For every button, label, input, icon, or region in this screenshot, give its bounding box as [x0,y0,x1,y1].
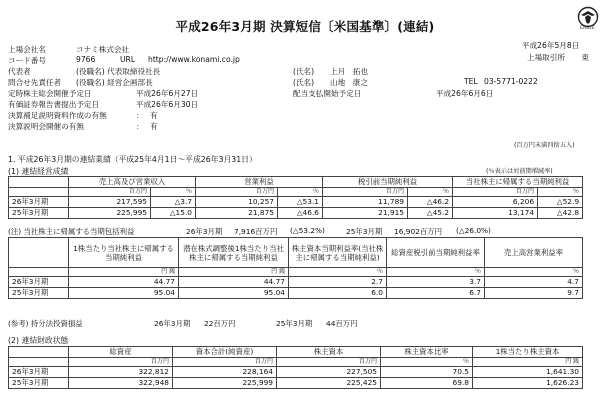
table3-unit: 百万円 [69,358,173,367]
table-cell: 217,595 [69,197,151,208]
table-row [9,197,583,208]
table-cell: 225,425 [277,378,381,389]
table-cell: 4.7 [485,277,583,288]
supp-label: 決算補足説明資料作成の有無 [8,111,107,120]
row-label: 25年3月期 [9,378,69,389]
equity-y25: 25年3月期 [276,319,313,328]
table2-header: 売上高営業利益率 [485,238,583,268]
table2-unit: 円 銭 [179,268,289,277]
table-cell: 1,641.30 [473,367,583,378]
exchange-label: 上場取引所 [527,53,565,62]
table1-unit: ％ [278,188,323,197]
contact-name: 山地 康之 [330,78,368,87]
table2-unit: 円 銭 [69,268,179,277]
table1-unit: 百万円 [69,188,151,197]
table-cell: 11,789 [323,197,408,208]
tel-value: 03-5771-0222 [484,77,538,86]
table3-header: 1株当たり株主資本 [473,347,583,358]
table2-header: 1株当たり当社株主に帰属する当期純利益 [69,238,179,268]
table-cell: 70.5 [381,367,473,378]
report-label: 有価証券報告書提出予定日 [8,100,100,109]
table2-header: 株主資本当期利益率(当社株主に帰属する当期純利益) [289,238,387,268]
comprehensive-label: (注) 当社株主に帰属する当期包括利益 [8,227,135,236]
section1-sub2: (2) 連結財政状態 [8,336,69,345]
table1-header: 営業利益 [196,177,323,188]
code-label: コード番号 [8,56,46,65]
table3-unit: 百万円 [173,358,277,367]
table1-unit: ％ [151,188,196,197]
section1-sub1: (1) 連結経営成績 [8,167,69,176]
table-cell: △42.8 [538,208,583,219]
table-cell: 3.7 [387,277,485,288]
table-cell: △15.0 [151,208,196,219]
rep-name: 上月 拓也 [330,67,368,76]
table3-unit: 円 銭 [473,358,583,367]
equity-label: (参考) 持分法投資損益 [8,319,83,328]
rep-label: 代表者 [8,67,31,76]
table1-header: 売上高及び営業収入 [69,177,196,188]
table3-corner [9,347,69,358]
comprehensive-v26: 7,916百万円 [234,227,278,236]
table3-header: 株主資本 [277,347,381,358]
rep-role: (役職名) 代表取締役社長 [76,67,161,76]
contact-role: (役職名) 経営企画部長 [76,78,153,87]
supp-value: 有 [150,111,158,120]
table-cell: 2.7 [289,277,387,288]
table2-unit: ％ [289,268,387,277]
url-label: URL [120,55,136,64]
row-label: 25年3月期 [9,208,69,219]
table-cell: 21,875 [196,208,278,219]
comprehensive-p26: (△53.2%) [290,226,325,235]
table-cell: 9.7 [485,288,583,299]
table-cell: 44.77 [179,277,289,288]
table-cell: 44.77 [69,277,179,288]
table-cell: 225,995 [69,208,151,219]
table-cell: △46.2 [408,197,453,208]
listed-label: 上場会社名 [8,45,46,54]
table-cell: 21,915 [323,208,408,219]
equity-v26: 22百万円 [204,319,236,328]
table3-header: 株主資本比率 [381,347,473,358]
page-title: 平成26年3月期 決算短信〔米国基準〕(連結) [175,19,435,34]
comprehensive-y25: 25年3月期 [346,227,383,236]
comprehensive-y26: 26年3月期 [186,227,223,236]
units-note: (百万円未満四捨五入) [514,142,575,149]
exchange-value: 東 [581,53,589,62]
table-cell: 227,505 [277,367,381,378]
table-cell: 6.0 [289,288,387,299]
table-cell: 13,174 [453,208,538,219]
code-value: 9766 [76,55,96,64]
rep-name-label: (氏名) [293,67,315,76]
table3-unit: ％ [381,358,473,367]
listed-value: コナミ株式会社 [76,45,130,54]
report-value: 平成26年6月30日 [136,100,199,109]
table-cell: 6,206 [453,197,538,208]
report-date: 平成26年5月8日 [522,41,580,50]
table3-header: 総資産 [69,347,173,358]
table2-unit: ％ [485,268,583,277]
table1-corner [9,177,69,188]
table2-header: 総資産税引前当期純利益率 [387,238,485,268]
equity-y26: 26年3月期 [154,319,191,328]
section1-heading: 1. 平成26年3月期の連結業績（平成25年4月1日～平成26年3月31日） [8,155,257,164]
table-row [9,208,583,219]
table1-unit: 百万円 [323,188,408,197]
table-row [9,277,583,288]
brief-label: 決算説明会開催の有無 [8,122,84,131]
brief-value: 有 [150,122,158,131]
table-cell: △53.1 [278,197,323,208]
table-cell: 228,164 [173,367,277,378]
div-value: 平成26年6月6日 [436,89,494,98]
table3-unit-corner [9,358,69,367]
table-cell: 69.8 [381,378,473,389]
agm-label: 定時株主総会開催予定日 [8,89,92,98]
contact-name-label: (氏名) [293,78,315,87]
row-label: 26年3月期 [9,367,69,378]
table1-unit: 百万円 [196,188,278,197]
table-row [9,378,583,389]
table2-unit: ％ [387,268,485,277]
financial-position-table [8,346,583,389]
table-cell: 1,626.23 [473,378,583,389]
brief-colon: ： [136,122,144,131]
table3-header: 資本合計(純資産) [173,347,277,358]
contact-label: 問合せ先責任者 [8,78,62,87]
table-cell: △45.2 [408,208,453,219]
table-row [9,288,583,299]
operating-results-table [8,176,583,219]
logo-caption: EAGLE [580,26,595,31]
table-cell: 95.04 [179,288,289,299]
table3-unit: 百万円 [277,358,381,367]
agm-value: 平成26年6月27日 [136,89,199,98]
percent-note: (％表示は対前期増減率) [486,168,553,175]
table-row [9,367,583,378]
table1-unit-corner [9,188,69,197]
row-label: 25年3月期 [9,288,69,299]
per-share-table [8,237,583,299]
row-label: 26年3月期 [9,197,69,208]
equity-v25: 44百万円 [326,319,358,328]
table-cell: 322,948 [69,378,173,389]
table2-corner [9,238,69,268]
div-label: 配当支払開始予定日 [293,89,362,98]
table-cell: △46.6 [278,208,323,219]
supp-colon: ： [136,111,144,120]
table-cell: △3.7 [151,197,196,208]
comprehensive-p25: (△26.0%) [456,226,491,235]
table1-unit: ％ [408,188,453,197]
table-cell: 6.7 [387,288,485,299]
tel-label: TEL [464,77,478,86]
table1-header: 当社株主に帰属する当期純利益 [453,177,583,188]
table1-unit: 百万円 [453,188,538,197]
table1-unit: ％ [538,188,583,197]
exchange-row [527,52,589,63]
table2-unit-corner [9,268,69,277]
row-label: 26年3月期 [9,277,69,288]
table-cell: 225,999 [173,378,277,389]
comprehensive-v25: 16,902百万円 [394,227,443,236]
table2-header: 潜在株式調整後1株当たり当社株主に帰属する当期純利益 [179,238,289,268]
table-cell: △52.9 [538,197,583,208]
table-cell: 10,257 [196,197,278,208]
table-cell: 95.04 [69,288,179,299]
table1-header: 税引前当期純利益 [323,177,453,188]
table-cell: 322,812 [69,367,173,378]
url-link[interactable]: http://www.konami.co.jp [148,55,240,64]
